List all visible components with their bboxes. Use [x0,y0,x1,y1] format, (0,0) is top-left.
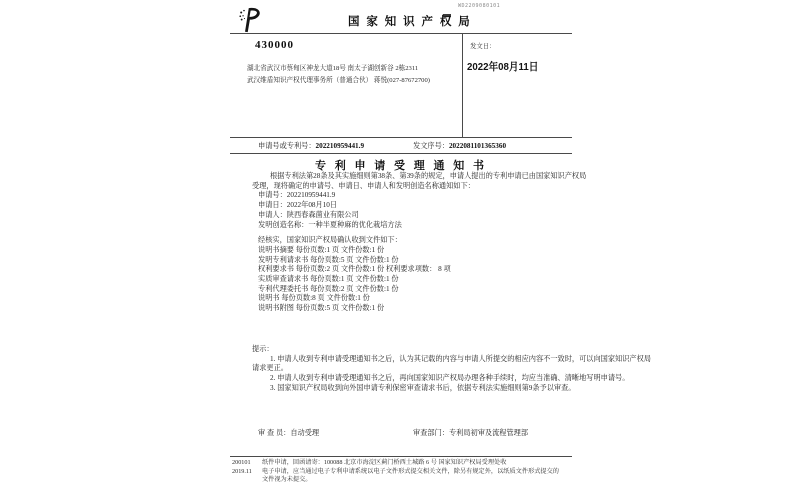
intro-paragraph-line1: 根据专利法第28条及其实施细则第38条、第39条的规定，申请人提出的专利申请已由国家知识产权局 [270,172,587,180]
note-3: 3. 国家知识产权局收到向外国申请专利保密审查请求书后，依据专利法实施细则第9条予以审查。 [270,383,576,392]
cnipa-logo-icon [237,6,265,34]
received-doc-description: 说明书 每份页数:8 页 文件份数:1 份 [258,294,370,303]
received-doc-exam-request: 实质审查请求书 每份页数:1 页 文件份数:1 份 [258,275,399,284]
agency-title: 国 家 知 识 产 权 局 [348,16,472,28]
note-2: 2. 申请人收到专利申请受理通知书之后，再向国家知识产权局办理各种手续时，均应当准确、清晰地写明申请号。 [270,373,630,382]
footer-form-code: 200101 [232,459,251,466]
footer-divider [230,456,572,457]
received-doc-claims: 权利要求书 每份页数:2 页 文件份数:1 份 权利要求项数： 8 项 [258,265,451,274]
application-number [258,141,364,151]
recipient-address-line1: 湖北省武汉市蔡甸区神龙大道18号 南太子湖创新谷 2栋2311 [247,65,419,72]
scan-serial-code: WD2209080101 [458,3,501,9]
examiner [258,428,319,438]
footer-notes [232,459,572,485]
field-applicant: 申请人：陕西春森菌业有限公司 [258,210,359,219]
exam-department-label: 审查部门： [413,429,449,437]
intro-paragraph-line2: 受理，现将确定的申请号、申请日、申请人和发明创造名称通知如下： [252,181,475,190]
footer-form-revision: 2019.11 [232,467,252,475]
received-doc-power-of-attorney: 专利代理委托书 每份页数:2 页 文件份数:1 份 [258,284,399,293]
exam-department-value: 专利局初审及流程管理部 [448,429,529,437]
application-number-label: 申请号或专利号： [258,142,316,150]
footer-row-efiling [232,468,572,477]
footer-empty-code [232,476,262,485]
recipient-agency-line2: 武汉维盾知识产权代理事务所（普通合伙） 蒋悦(027-87672700) [247,77,430,84]
footer-efiling-text: 电子申请，应当通过电子专利申请系统以电子文件形式提交相关文件，除另有规定外，以纸质文件形式提交的 [262,467,559,475]
field-application-number: 申请号：202210959441.9 [258,191,336,200]
issue-date-box [462,33,573,137]
footer-row-efiling-cont [232,476,572,485]
patent-notice-document [230,0,651,500]
dispatch-serial-label: 发文序号： [413,142,449,150]
examiner-label: 审 查 员： [258,429,291,437]
exam-department [413,428,528,438]
dispatch-serial-value: 2022081101365360 [448,142,507,150]
note-1-line1: 1. 申请人收到专利申请受理通知书之后，认为其记载的内容与申请人所提交的相应内容不一致时，可以向国家知识产权局 [270,354,651,363]
footer-row-paper [232,459,572,468]
application-number-value: 202210959441.9 [315,142,365,150]
received-doc-request: 发明专利请求书 每份页数:5 页 文件份数:1 份 [258,255,399,264]
issue-date-value: 2022年08月11日 [467,61,539,73]
ref-row-bottom-divider [230,153,572,154]
field-invention-title: 发明创造名称：一种半夏种麻的优化栽培方法 [258,220,402,229]
issue-date-label: 发文日： [470,43,496,50]
footer-paper-filing-text: 纸件申请，回函请寄：100088 北京市海淀区蓟门桥西土城路 6 号 国家知识产权局受理处收 [262,459,507,466]
field-application-date: 申请日：2022年08月10日 [258,201,338,210]
notice-title: 专 利 申 请 受 理 通 知 书 [315,160,487,172]
received-doc-abstract: 说明书摘要 每份页数:1 页 文件份数:1 份 [258,245,385,254]
received-doc-drawings: 说明书附图 每份页数:5 页 文件份数:1 份 [258,304,385,313]
notice-body [252,172,651,393]
received-documents-intro: 经核实，国家知识产权局确认收到文件如下： [258,236,402,245]
postal-code: 430000 [255,39,294,51]
examiner-value: 自动受理 [290,429,320,437]
dispatch-serial [413,141,506,151]
notes-title: 提示： [252,344,274,353]
ref-row-top-divider [230,137,572,138]
note-1-line2: 请求更正。 [252,364,288,373]
footer-efiling-text-cont: 文件视为未提交。 [262,476,312,484]
